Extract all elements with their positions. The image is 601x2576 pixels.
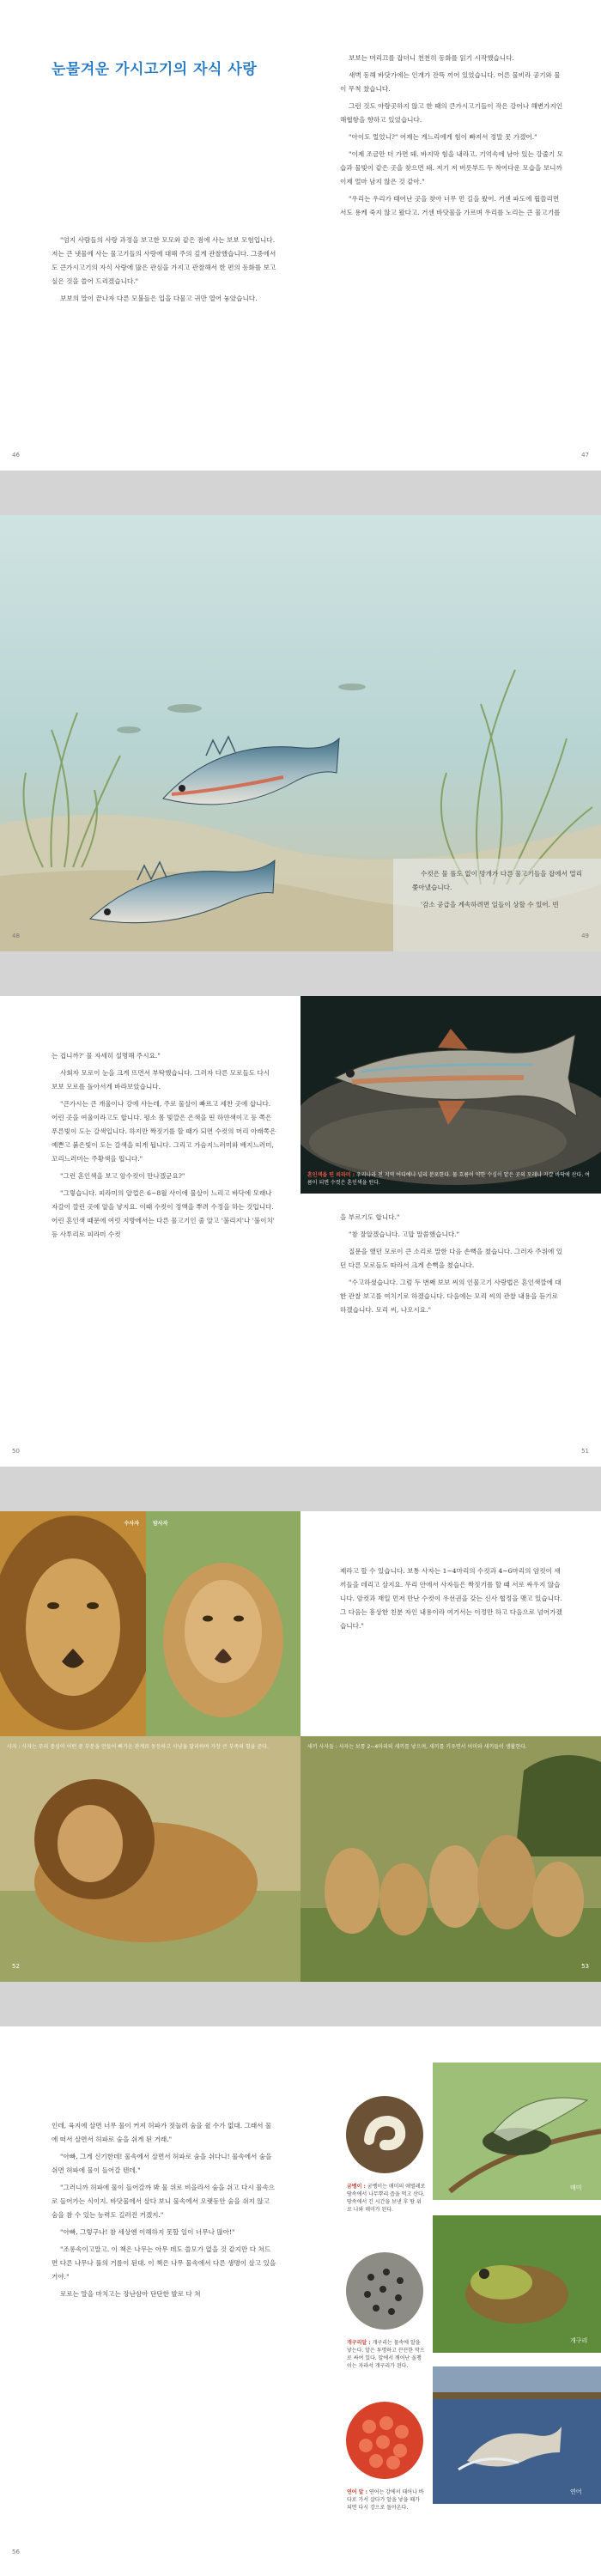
female-lion-label: 암사자 <box>153 1521 168 1527</box>
minnow-photo <box>300 996 601 1194</box>
grub-caption <box>347 2183 426 2214</box>
paragraph: 그런 것도 아랑곳하지 않고 한 때의 큰가시고기들이 작은 강어나 해변가지인 해협항을 향하고 있었습니다. <box>340 102 563 124</box>
photo-caption <box>307 1171 591 1187</box>
salmon-label: 연어 <box>570 2488 582 2495</box>
left-text-block <box>52 234 276 309</box>
page-51 <box>300 996 601 1467</box>
paragraph: "엄지 사람들의 사랑 과정을 보고한 모모와 같은 점에 사는 보보 모험입니다. 저는 큰 냇물에 사는 물고기들의 사랑에 대해 주의 깊게 관찰했습니다. 그중에서도 큰가시고기의 자식 사랑에 많은 관심을 가지고 관찰해서 한 편의 동화를 보고 싶은 것을 쓸어 드리겠습니다." <box>52 236 276 285</box>
paragraph: "큰가시는 큰 개울이나 강에 사는데, 주로 물살이 빠르고 세찬 곳에 삽니다. 어린 곳을 여울이라고도 합니다. 평소 몸 빛깔은 은색을 띤 하얀색이고 등 쪽은 푸른빛이 도는 갈색입니다. 하지만 짝짓기를 할 때가 되면 수컷의 머리 아래쪽은 예쁜고 붉은빛이 도는 갈색을 띠게 됩니다. 그리고 가슴지느러미와 배지느러미, 꼬리느러미는 주황색을 띱니다." <box>52 1100 276 1163</box>
paragraph: 제라고 할 수 있습니다. 보통 사자는 1~4마리의 수컷과 4~6마리의 암컷이 새끼들을 데리고 살지요. 무리 안에서 사자들은 짝짓기를 할 때 서로 싸우지 않습니다. 암컷과 재일 먼저 만난 수컷이 우선권을 갖는 신사 협정을 맺고 있습니다. 그 다음는 흥상한 친분 자인 내용이라 여기서는 이정만 하고 다음으로 넘어가겠습니다." <box>340 1567 562 1630</box>
female-lion-photo <box>146 1511 300 1736</box>
photo-caption-title: 혼인색을 띤 피라미 : <box>307 1172 355 1178</box>
frog-eggs-caption-title: 개구리알 : <box>347 2340 371 2346</box>
paragraph: 수컷은 물 풀도 없이 망개가 다른 물고기들을 잡에서 멀리 쫓아냈습니다. <box>412 870 583 891</box>
spread-3 <box>0 996 601 1467</box>
salmon-eggs-caption-text: 연어는 강에서 태어나 바다로 가서 살다가 알을 낳을 때가 되면 다시 강으로 돌아온다. <box>347 2489 424 2511</box>
caption-bottom-left: 사자 : 사자는 무리 중심이 어떤 중 부분을 만들어 빠가운 관계로 동등하고 사냥을 달리하며 가장 큰 부족의 힘을 준다. <box>7 1744 269 1750</box>
page-53-text <box>300 1511 601 1736</box>
right-text-block <box>340 52 565 223</box>
male-lion-photo <box>0 1511 146 1736</box>
page-56 <box>0 2026 300 2576</box>
page-number: 49 <box>581 933 589 939</box>
frog-eggs-caption-text: 개구리는 물속에 알을 낳는다. 알은 투명하고 끈끈한 막으로 싸여 있다. 알에서 깨어난 올챙이는 자라서 개구리가 된다. <box>347 2340 425 2369</box>
frog-photo <box>433 2215 601 2353</box>
spread-1 <box>0 0 601 471</box>
paragraph: 새벽 동해 바닷가에는 인개가 잔뜩 끼어 있었습니다. 어른 물비라 공기와 물이 무척 찼습니다. <box>340 71 561 93</box>
left-text-block <box>52 2119 276 2305</box>
frog-eggs-circle-photo <box>345 2251 424 2330</box>
grub-circle-photo <box>345 2095 424 2174</box>
female-lion-illustration <box>146 1511 300 1736</box>
male-lion-label: 수사자 <box>124 1521 139 1527</box>
chapter-title: 눈물겨운 가시고기의 자식 사랑 <box>52 61 258 78</box>
paragraph: 사회자 모로이 눈을 크게 뜨면서 부탁했습니다. 그러자 다른 모로들도 다시 보보 모로를 돌아서게 바라보았습니다. <box>52 1069 270 1091</box>
photo-caption-text: 우리나라 전 지역 어디에나 널리 분포한다. 물 흐름이 약한 수심이 얕은 곳의 모래나 자갈 바닥에 산다. 여름이 되면 수컷은 혼인색을 띤다. <box>307 1172 590 1186</box>
salmon-photo <box>433 2366 601 2504</box>
minnow-illustration <box>300 996 601 1194</box>
page-number: 51 <box>581 1448 589 1455</box>
paragraph: "아빠, 그렇구나! 참 세상엔 이해하지 못할 일이 너무나 많아!" <box>60 2228 235 2236</box>
page-47 <box>300 0 601 471</box>
paragraph: "아이도 멀었니?" 어제는 게느리에게 힘이 빠져서 정말 못 가겠어." <box>349 133 537 141</box>
page-number: 48 <box>12 933 20 939</box>
lion-lying-illustration <box>0 1736 300 1982</box>
salmon-eggs-circle-photo <box>345 2401 424 2480</box>
page-number: 50 <box>12 1448 20 1455</box>
paragraph: 보보의 말이 끝나자 다른 모불들은 입을 다물고 귀만 열어 놓았습니다. <box>60 295 258 302</box>
paragraph: "우리는 우리가 태어난 곳을 찾아 너무 먼 길을 왔어. 거센 파도에 휩쓸리면서도 용케 죽지 않고 왔다고. 거센 바닷물을 가르며 우리를 노리는 큰 물고기를 <box>340 195 561 216</box>
paragraph: "수고하셨습니다. 그럼 두 번째 보보 씨의 인물고기 사랑법은 혼인색깔에 대한 관찰 보고를 여치기로 하겠습니다. 다음에는 모리 씨의 관찰 내용을 듣기로 하겠습니다. 모리 씨, 나오시요." <box>340 1279 562 1314</box>
cicada-photo <box>433 2063 601 2200</box>
right-text-block <box>340 1564 565 1637</box>
paragraph: "그러니까 허파에 물이 들어갈까 봐 물 위로 비을라서 숨을 쉬고 다시 물속으로 들어가는 식이지. 바닷물에서 살다 보니 물속에서 오랫동안 숨을 쉬지 않고 숨을 참 수 있는 능력도 길러진 거겠지." <box>52 2184 276 2219</box>
spread-2 <box>0 515 601 951</box>
page-number: 53 <box>581 1963 589 1970</box>
page-46 <box>0 0 300 471</box>
page-number: 47 <box>581 452 589 459</box>
paragraph: 을 부르기도 합니다." <box>340 1213 400 1221</box>
page-number: 52 <box>12 1963 20 1970</box>
frog-label: 개구리 <box>570 2337 588 2344</box>
paragraph: "이제 조금만 더 가면 돼. 바지막 힘을 내라고. 기억속에 남아 있는 강줄기 모습과 물빛이 같은 곳을 찾으면 돼. 저기 저 버릇부드 두 착어다운 모습을 보니까 이제 얼마 남지 않은 것 같아." <box>340 150 564 185</box>
paragraph: 인데, 육지에 살면 너무 물이 커져 허파가 짓눌려 숨을 쉴 수가 없대. 그래서 물에 떠서 살면서 허파로 숨을 쉬게 된 거래." <box>52 2122 272 2143</box>
spread-4 <box>0 1511 601 1982</box>
paragraph: "그렇습니다. 피라미의 알껍은 6~8월 사이에 물살이 느리고 바닥에 모래나 자갈이 깔린 곳에 알을 낳지요. 이때 수컷이 정액을 뿌려 수정을 하는 것입니다. 어린 혼인색 때문에 여럿 지방에서는 다른 물고기인 줄 알고 '불리지'나 '불이치' 등 사투리로 피라미 수컷 <box>52 1189 275 1238</box>
page-number: 56 <box>12 2549 20 2555</box>
lion-cubs-illustration <box>300 1736 601 1982</box>
salmon-eggs-caption-title: 연어 알 : <box>347 2489 367 2495</box>
left-text-block <box>52 1049 276 1245</box>
painting-text <box>412 867 584 915</box>
paragraph: 는 겁니까?' 물 자세히 설명해 주시요." <box>52 1052 161 1060</box>
right-text-block <box>340 1211 565 1321</box>
spread-5 <box>0 2026 601 2576</box>
paragraph: 질문을 했던 모로이 큰 소리로 말한 다음 손뼉을 쳤습니다. 그러자 주위에 있던 다른 모로들도 따라서 크게 손뼉을 쳤습니다. <box>340 1248 563 1269</box>
lion-cubs-photo <box>300 1736 601 1982</box>
paragraph: "조롱속이고말고. 이 책은 나무는 아무 데도 쓸모가 없을 것 같지만 다 쳐드면 다른 나무나 풀의 거름이 된대. 이 책은 나무 물속에서 다른 생명이 살고 있을거야." <box>52 2245 276 2281</box>
male-lion-illustration <box>0 1511 146 1736</box>
paragraph: "참 잘알겠습니다. 고맙 말씀했습니다." <box>349 1230 460 1238</box>
paragraph: 보보는 머리끄를 잡더니 천천히 동화를 읽기 시작했습니다. <box>349 54 514 62</box>
page-50 <box>0 996 300 1467</box>
paragraph: '감소 공급을 계속하려면 일들이 상할 수 있어. 빈 <box>421 901 559 908</box>
caption-bottom-right: 새끼 사자들 : 사자는 보통 2~4마리의 새끼를 낳으며, 새끼를 키우면서 어미와 새끼들이 생활한다. <box>307 1744 527 1750</box>
grub-caption-text: 굼벵이는 매미의 애벌레로 땅속에서 나무뿌리 즙을 먹고 산다. 땅속에서 긴 시간을 보낸 후 땅 위로 나와 매미가 된다. <box>347 2184 426 2213</box>
page-number: 46 <box>12 452 20 459</box>
paragraph: 로로는 말을 마치고는 장난삼아 단단한 발로 다 쳐 <box>60 2290 201 2298</box>
salmon-eggs-caption <box>347 2488 426 2512</box>
cicada-label: 매미 <box>570 2184 582 2191</box>
grub-caption-title: 굼벵이 : <box>347 2184 366 2190</box>
paragraph: "아빠, 그게 신기한데! 물속에서 살면서 허파로 숨을 쉬다니! 물속에서 숨을 쉬면 허파에 물이 들어갈 텐데." <box>52 2153 272 2174</box>
lion-lying-photo <box>0 1736 300 1982</box>
paragraph: "그런 혼인색을 보고 암수컷이 만나겠군요?" <box>60 1172 185 1180</box>
frog-eggs-caption <box>347 2339 426 2370</box>
